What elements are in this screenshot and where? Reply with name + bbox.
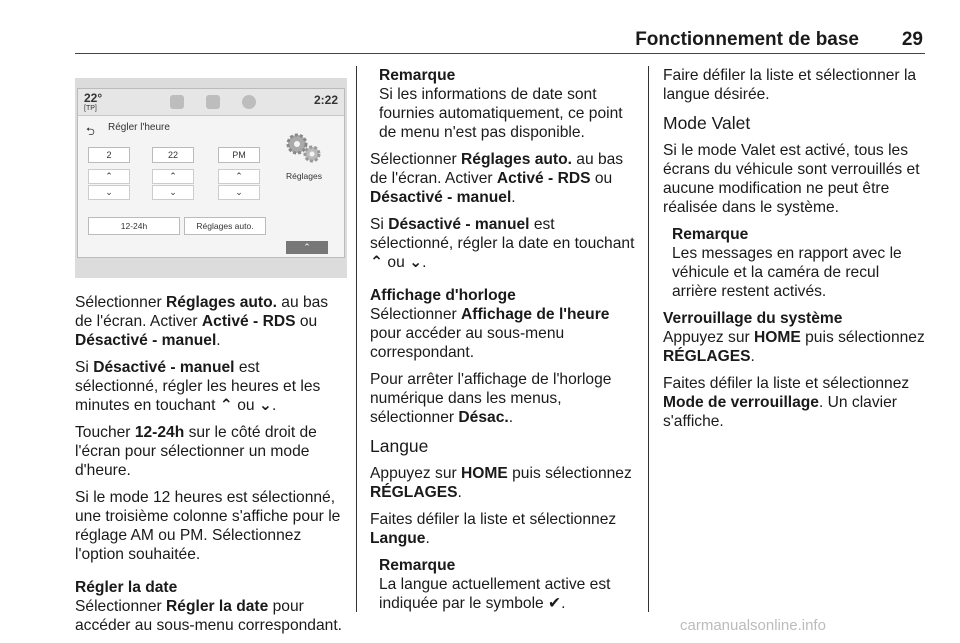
page-title: Fonctionnement de base [635,29,859,50]
paragraph: Sélectionner Réglages auto. au bas de l'écran. Activer Activé - RDS ou Désactivé - manuel. [75,294,329,349]
paragraph: Pour arrêter l'affichage de l'horloge numérique dans les menus, sélectionner Désac.. [370,371,612,426]
set-time-title: Régler l'heure [108,122,170,133]
paragraph: Appuyez sur HOME puis sélectionnez RÉGLAGES. [370,465,632,501]
paragraph: Sélectionner Réglages auto. au bas de l'écran. Activer Activé - RDS ou Désactivé - manuel. [370,151,624,206]
paragraph: Toucher 12-24h sur le côté droit de l'écran pour sélectionner un mode d'heure. [75,424,317,479]
minutes-down-arrow: ⌄ [152,185,194,200]
back-icon: ⮌ [86,126,95,138]
paragraph: Si le mode Valet est activé, tous les écrans du véhicule sont verrouillés et aucune modification ne peut être réalisée dans le système. [663,142,920,216]
paragraph: Faire défiler la liste et sélectionner la langue désirée. [663,67,917,103]
section-heading-large: Mode Valet [663,113,751,133]
note-title: Remarque [672,226,749,243]
ampm-up-arrow: ⌃ [218,169,260,184]
phone-icon [206,95,220,109]
note-text: Les messages en rapport avec le véhicule et la caméra de recul arrière restent activés. [672,245,902,300]
column-1 [75,293,347,643]
screenshot-illustration [75,78,347,278]
pull-up-handle-icon: ⌃ [286,241,328,254]
paragraph: Faites défiler la liste et sélectionnez Mode de verrouillage. Un clavier s'affiche. [663,375,910,430]
chevron-up-icon: ⌃ [219,397,233,414]
section-heading: Régler la date [75,579,178,596]
note-box [370,556,638,613]
hours-up-arrow: ⌃ [88,169,130,184]
infotainment-screen [77,88,345,258]
page-header [75,29,925,54]
column-2 [370,66,638,621]
note-text: La langue actuellement active est indiquée par le symbole ✔. [379,576,611,612]
minutes-up-arrow: ⌃ [152,169,194,184]
paragraph: Si le mode 12 heures est sélectionné, une troisième colonne s'affiche pour le réglage AM ou PM. Sélectionnez l'option souhaitée. [75,489,341,563]
tp-indicator: [TP] [84,105,97,112]
paragraph: Si Désactivé - manuel est sélectionné, régler la date en touchant ⌃ ou ⌄. [370,216,635,271]
paragraph: Sélectionner Affichage de l'heure pour accéder au sous-menu correspondant. [370,306,610,361]
paragraph: Si Désactivé - manuel est sélectionné, régler les heures et les minutes en touchant ⌃ ou ⌄. [75,359,321,414]
btn-auto-settings: Réglages auto. [184,217,266,235]
hours-down-arrow: ⌄ [88,185,130,200]
paragraph: Faites défiler la liste et sélectionnez Langue. [370,511,617,547]
btn-12-24h: 12-24h [88,217,180,235]
chevron-up-icon: ⌃ [370,254,384,271]
paragraph: Appuyez sur HOME puis sélectionnez RÉGLAGES. [663,329,925,365]
note-title: Remarque [379,557,456,574]
chevron-down-icon: ⌄ [258,397,272,414]
gear-icon [282,129,324,167]
section-heading-large: Langue [370,436,429,456]
minutes-field: 22 [152,147,194,163]
temperature-readout: 22° [84,91,103,105]
note-box [663,225,928,301]
seat-icon [170,95,184,109]
page-number: 29 [901,29,923,50]
paragraph: Sélectionner Régler la date pour accéder au sous-menu correspondant. [75,598,342,634]
ampm-down-arrow: ⌄ [218,185,260,200]
hours-field: 2 [88,147,130,163]
info-icon [242,95,256,109]
screen-clock: 2:22 [313,93,338,107]
section-heading: Affichage d'horloge [370,287,516,304]
gear-label: Réglages [286,171,322,181]
screen-top-bar [78,89,344,116]
note-title: Remarque [379,67,456,84]
ampm-field: PM [218,147,260,163]
column-3 [663,66,928,439]
settings-row [78,117,278,137]
note-text: Si les informations de date sont fournies automatiquement, ce point de menu n'est pas disponible. [379,86,623,141]
column-divider [356,66,357,612]
chevron-down-icon: ⌄ [409,254,423,271]
section-heading: Verrouillage du système [663,310,843,327]
column-divider [648,66,649,612]
checkmark-icon: ✔ [548,595,562,612]
note-box [370,66,638,142]
watermark: carmanualsonline.info [680,617,826,634]
